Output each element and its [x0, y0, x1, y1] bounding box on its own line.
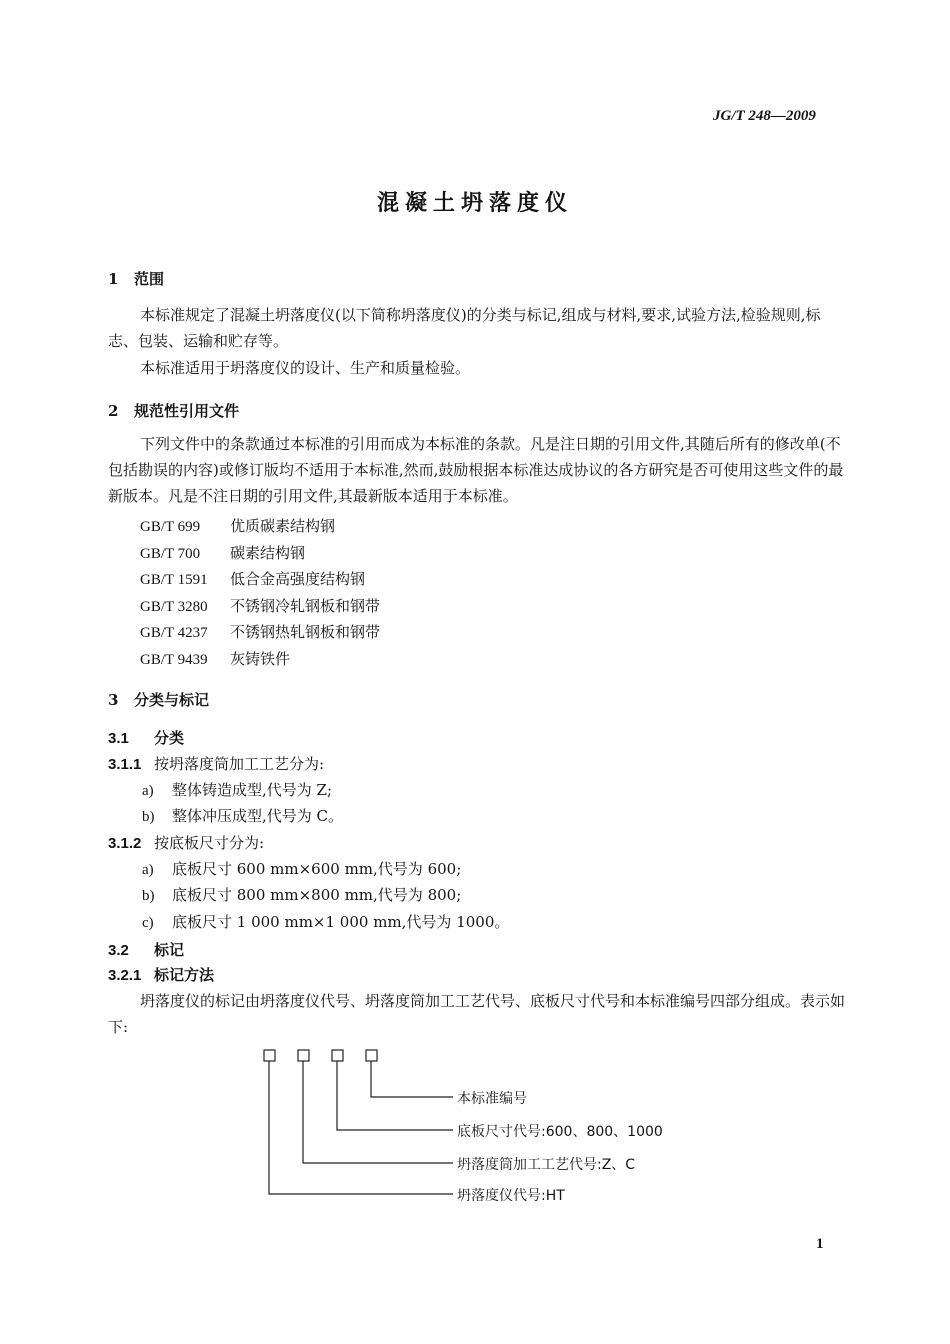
box-3	[332, 1050, 343, 1061]
reference-code: GB/T 4237	[140, 625, 208, 641]
list-text: 底板尺寸 800 mm×800 mm,代号为 800;	[172, 886, 462, 904]
section-title: 分类与标记	[134, 691, 210, 709]
leader-line-4	[371, 1061, 453, 1097]
subsection-title: 标记方法	[154, 966, 215, 984]
subsection-title: 标记	[154, 941, 185, 959]
standard-code: JG/T 248—2009	[713, 108, 816, 124]
section-1-paragraph-1: 本标准规定了混凝土坍落度仪(以下简称坍落度仪)的分类与标记,组成与材料,要求,试验方法,检验规则,标志、包装、运输和贮存等。	[108, 306, 821, 350]
section-number: 2	[108, 402, 119, 420]
list-marker: c)	[142, 915, 154, 931]
reference-title: 低合金高强度结构钢	[230, 570, 366, 588]
section-title: 规范性引用文件	[134, 402, 240, 420]
subsection-text: 按坍落度筒加工工艺分为:	[154, 755, 325, 773]
reference-title: 优质碳素结构钢	[230, 517, 336, 535]
subsection-number: 3.1.1	[108, 756, 142, 773]
subsection-number: 3.1	[108, 730, 129, 747]
section-2-paragraph: 下列文件中的条款通过本标准的引用而成为本标准的条款。凡是注日期的引用文件,其随后所有的修改单(不包括勘误的内容)或修订版均不适用于本标准,然而,鼓励根据本标准达成协议的各方研究是否可使用这些文件的最新版本。凡是不注日期的引用文件,其最新版本适用于本标准。	[108, 435, 844, 505]
page-number: 1	[816, 1236, 824, 1252]
diagram-label-process-code: 坍落度筒加工工艺代号:Z、C	[457, 1157, 636, 1173]
list-text: 底板尺寸 600 mm×600 mm,代号为 600;	[172, 860, 462, 878]
section-1-paragraph-2: 本标准适用于坍落度仪的设计、生产和质量检验。	[140, 359, 471, 377]
diagram-label-standard-number: 本标准编号	[457, 1091, 527, 1107]
list-text: 底板尺寸 1 000 mm×1 000 mm,代号为 1000。	[172, 913, 510, 931]
reference-title: 碳素结构钢	[230, 544, 306, 562]
list-marker: b)	[142, 809, 155, 825]
diagram-label-instrument-code: 坍落度仪代号:HT	[457, 1188, 565, 1204]
reference-code: GB/T 3280	[140, 599, 208, 615]
box-1	[264, 1050, 275, 1061]
subsection-text: 按底板尺寸分为:	[154, 834, 265, 852]
section-number: 3	[108, 691, 119, 709]
list-text: 整体铸造成型,代号为 Z;	[172, 781, 333, 799]
reference-title: 灰铸铁件	[230, 650, 291, 668]
reference-code: GB/T 699	[140, 519, 201, 535]
subsection-number: 3.1.2	[108, 835, 142, 852]
subsection-number: 3.2	[108, 942, 129, 959]
leader-line-2	[303, 1061, 453, 1163]
reference-code: GB/T 9439	[140, 652, 208, 668]
document-title: 混凝土坍落度仪	[376, 190, 573, 216]
subsection-number: 3.2.1	[108, 967, 142, 984]
list-marker: a)	[142, 862, 154, 878]
reference-title: 不锈钢热轧钢板和钢带	[230, 623, 381, 641]
list-marker: b)	[142, 888, 155, 904]
leader-line-1	[269, 1061, 453, 1194]
subsection-3-2-1-paragraph: 坍落度仪的标记由坍落度仪代号、坍落度筒加工工艺代号、底板尺寸代号和本标准编号四部分组成。表示如下:	[108, 992, 846, 1036]
leader-line-3	[337, 1061, 453, 1130]
section-title: 范围	[134, 270, 165, 288]
list-marker: a)	[142, 783, 154, 799]
box-4	[366, 1050, 377, 1061]
diagram-label-base-size-code: 底板尺寸代号:600、800、1000	[457, 1124, 663, 1140]
box-2	[298, 1050, 309, 1061]
section-number: 1	[108, 270, 119, 288]
reference-code: GB/T 1591	[140, 572, 208, 588]
reference-title: 不锈钢冷轧钢板和钢带	[230, 597, 381, 615]
subsection-title: 分类	[154, 729, 185, 747]
list-text: 整体冲压成型,代号为 C。	[172, 807, 344, 825]
reference-code: GB/T 700	[140, 546, 201, 562]
